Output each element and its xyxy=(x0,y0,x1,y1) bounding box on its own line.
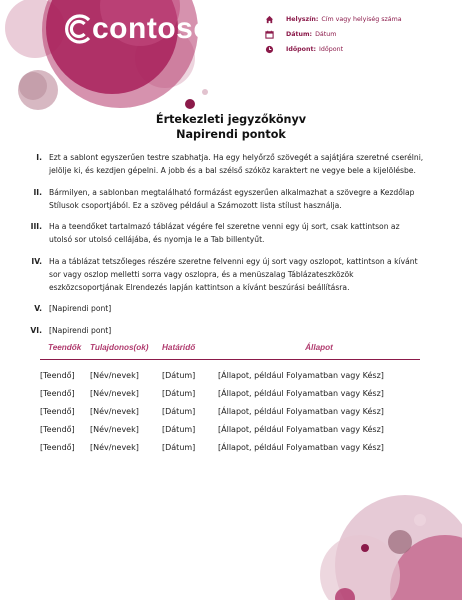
meta-location xyxy=(265,12,402,27)
task-cell[interactable]: [Teendő] xyxy=(40,424,75,434)
status-cell[interactable]: [Állapot, például Folyamatban vagy Kész] xyxy=(218,442,384,452)
agenda-text[interactable]: Ha a teendőket tartalmazó táblázat végére fel szeretne venni egy új sort, csak kattintson az utolsó sor utolsó cellájába, és nyomja le a Tab billentyűt. xyxy=(49,222,400,244)
home-icon xyxy=(265,15,274,24)
deadline-cell[interactable]: [Dátum] xyxy=(162,424,196,434)
task-cell[interactable]: [Teendő] xyxy=(40,370,75,380)
column-header-owners: Tulajdonos(ok) xyxy=(90,343,149,352)
table-row xyxy=(40,366,420,384)
agenda-number: VI. xyxy=(30,325,42,335)
status-cell[interactable]: [Állapot, például Folyamatban vagy Kész] xyxy=(218,370,384,380)
document-title xyxy=(0,112,462,142)
table-body xyxy=(40,360,420,456)
owner-cell[interactable]: [Név/nevek] xyxy=(90,442,139,452)
date-value[interactable]: Dátum xyxy=(315,31,337,38)
owner-cell[interactable]: [Név/nevek] xyxy=(90,388,139,398)
agenda-text[interactable]: Bármilyen, a sablonban megtalálható formázást egyszerűen alkalmazhat a szövegre a Kezdőlap Stílusok csoportjából. Ez a szöveg például a Számozott lista stílust használja. xyxy=(49,187,415,210)
calendar-icon xyxy=(265,30,274,39)
deadline-cell[interactable]: [Dátum] xyxy=(162,388,196,398)
location-value[interactable]: Cím vagy helyiség száma xyxy=(321,16,402,23)
task-cell[interactable]: [Teendő] xyxy=(40,406,75,416)
agenda-item xyxy=(25,302,425,315)
meeting-meta xyxy=(265,12,402,57)
clock-icon xyxy=(265,45,274,54)
logo-mark-icon xyxy=(62,12,96,46)
agenda-number: I. xyxy=(36,153,42,162)
table-header xyxy=(40,343,420,360)
deadline-cell[interactable]: [Dátum] xyxy=(162,406,196,416)
task-cell[interactable]: [Teendő] xyxy=(40,442,75,452)
title-line-2: Napirendi pontok xyxy=(176,128,286,141)
status-cell[interactable]: [Állapot, például Folyamatban vagy Kész] xyxy=(218,424,384,434)
agenda-list xyxy=(25,151,425,345)
time-label: Időpont: xyxy=(286,46,317,53)
deadline-cell[interactable]: [Dátum] xyxy=(162,370,196,380)
column-header-status: Állapot xyxy=(305,343,333,352)
meta-date xyxy=(265,27,402,42)
agenda-text[interactable]: [Napirendi pont] xyxy=(49,304,112,313)
company-logo xyxy=(62,12,212,46)
table-row xyxy=(40,438,420,456)
agenda-item xyxy=(25,220,425,246)
owner-cell[interactable]: [Név/nevek] xyxy=(90,406,139,416)
status-cell[interactable]: [Állapot, például Folyamatban vagy Kész] xyxy=(218,388,384,398)
column-header-tasks: Teendők xyxy=(48,343,82,352)
owner-cell[interactable]: [Név/nevek] xyxy=(90,424,139,434)
agenda-number: II. xyxy=(33,187,42,197)
owner-cell[interactable]: [Név/nevek] xyxy=(90,370,139,380)
title-line-1: Értekezleti jegyzőkönyv xyxy=(155,113,307,126)
status-cell[interactable]: [Állapot, például Folyamatban vagy Kész] xyxy=(218,406,384,416)
footer-circles xyxy=(320,495,462,600)
agenda-item xyxy=(25,151,425,177)
meta-time xyxy=(265,42,402,57)
agenda-item xyxy=(25,324,425,337)
agenda-item xyxy=(25,186,425,212)
time-value[interactable]: Időpont xyxy=(319,46,344,53)
agenda-number: V. xyxy=(34,304,42,313)
table-row xyxy=(40,384,420,402)
tasks-table xyxy=(40,343,420,456)
agenda-number: III. xyxy=(30,222,42,231)
table-row xyxy=(40,402,420,420)
logo-wordmark: contoso xyxy=(92,12,213,45)
agenda-item xyxy=(25,255,425,294)
date-label: Dátum: xyxy=(286,31,313,38)
agenda-number: IV. xyxy=(31,256,42,266)
deadline-cell[interactable]: [Dátum] xyxy=(162,442,196,452)
agenda-text[interactable]: Ezt a sablont egyszerűen testre szabhatja. Ha egy helyőrző szövegét a sajátjára szeretné cserélni, jelölje ki, és kezdjen gépelni. A jobb és a bal szélső szóköz karaktert ne vegye bele a kijelölésbe. xyxy=(49,153,424,175)
location-label: Helyszín: xyxy=(286,16,319,23)
table-row xyxy=(40,420,420,438)
agenda-text[interactable]: [Napirendi pont] xyxy=(49,325,112,335)
agenda-text[interactable]: Ha a táblázat tetszőleges részére szeretne felvenni egy új sort vagy oszlopot, kattintson a kívánt sor vagy oszlop melletti sorra vagy oszlopra, és a menüszalag Táblázateszközök eszközcsoportjának Elrendezés lapján kattintson a kívánt beszúrási beállításra. xyxy=(49,256,418,292)
task-cell[interactable]: [Teendő] xyxy=(40,388,75,398)
column-header-deadline: Határidő xyxy=(162,343,196,352)
